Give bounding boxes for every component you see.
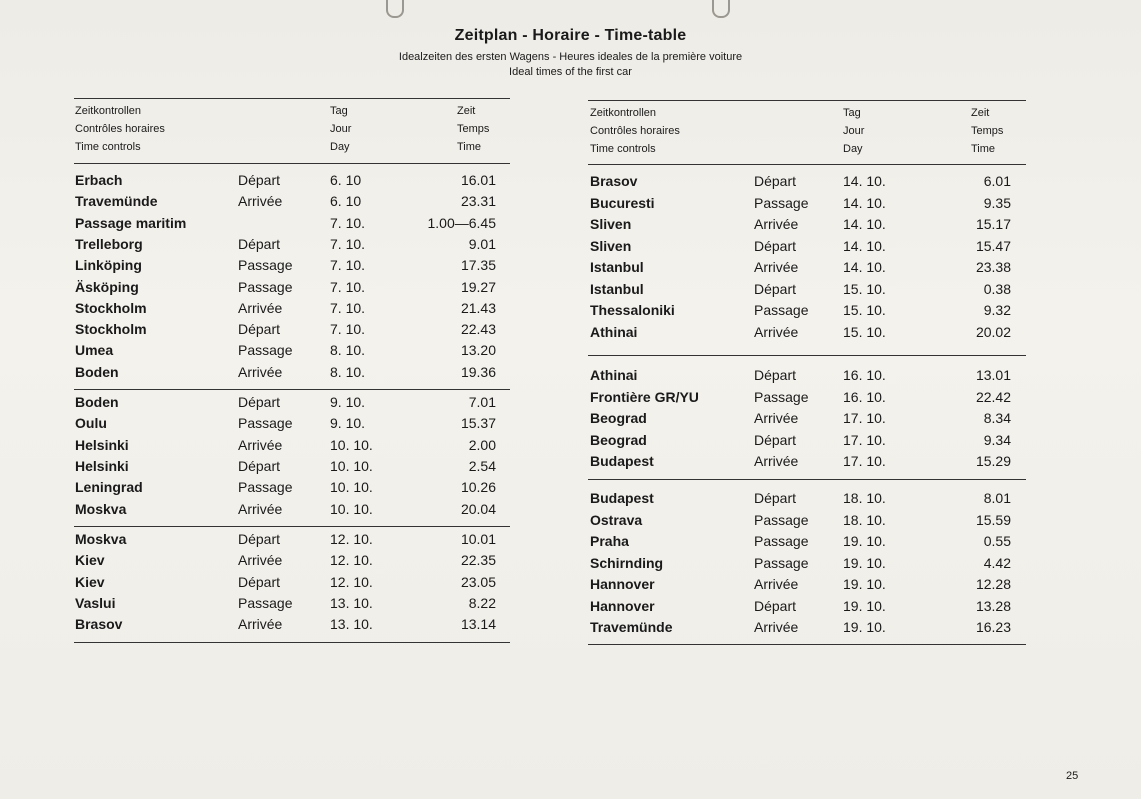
place-name: Vaslui xyxy=(75,594,116,611)
place-name: Oulu xyxy=(75,415,107,432)
table-row xyxy=(588,617,1026,638)
column-header-control: Contrôles horaires xyxy=(75,123,165,135)
time-value: 15.47 xyxy=(975,237,1011,254)
control-type: Arrivée xyxy=(238,500,283,517)
time-value: 13.01 xyxy=(975,367,1011,383)
day-value: 18. 10. xyxy=(843,490,886,506)
place-name: Beograd xyxy=(590,431,647,448)
time-value: 15.59 xyxy=(975,511,1011,528)
time-value: 16.23 xyxy=(975,619,1011,635)
control-type: Passage xyxy=(754,194,809,211)
table-row xyxy=(588,408,1026,429)
place-name: Kiev xyxy=(75,573,105,590)
page-number: 25 xyxy=(1066,770,1079,782)
place-name: Beograd xyxy=(590,410,647,426)
day-value: 16. 10. xyxy=(843,388,886,405)
place-name: Istanbul xyxy=(590,259,644,275)
column-header-control: Time controls xyxy=(590,143,656,155)
control-type: Arrivée xyxy=(238,363,283,380)
control-type: Passage xyxy=(754,533,809,549)
day-value: 6. 10 xyxy=(330,193,362,210)
time-value: 1.00—6.45 xyxy=(427,214,496,231)
time-value: 8.22 xyxy=(468,594,496,611)
time-value: 15.37 xyxy=(460,415,496,432)
table-row xyxy=(74,191,510,212)
time-value: 9.35 xyxy=(983,194,1011,211)
day-value: 14. 10. xyxy=(843,259,886,275)
time-value: 15.17 xyxy=(975,216,1011,232)
control-type: Départ xyxy=(238,235,281,252)
day-value: 14. 10. xyxy=(843,173,886,189)
place-name: Erbach xyxy=(75,172,123,188)
day-value: 9. 10. xyxy=(330,415,366,432)
place-name: Boden xyxy=(75,363,119,380)
control-type: Passage xyxy=(238,479,293,496)
place-name: Travemünde xyxy=(75,193,158,210)
day-value: 7. 10. xyxy=(330,214,366,231)
time-value: 9.34 xyxy=(983,431,1011,448)
place-name: Hannover xyxy=(590,597,655,614)
day-value: 19. 10. xyxy=(843,533,886,549)
place-name: Linköping xyxy=(75,257,142,274)
column-header-control: Zeitkontrollen xyxy=(75,105,142,117)
time-value: 6.01 xyxy=(983,173,1011,189)
place-name: Schirnding xyxy=(590,554,664,571)
control-type: Passage xyxy=(754,388,809,405)
control-type: Départ xyxy=(238,457,281,474)
table-row xyxy=(588,596,1026,617)
table-row xyxy=(74,170,510,191)
day-value: 14. 10. xyxy=(843,237,886,254)
page-title: Zeitplan - Horaire - Time-table xyxy=(454,27,687,44)
control-type: Départ xyxy=(238,531,281,547)
time-value: 10.26 xyxy=(460,479,496,496)
place-name: Moskva xyxy=(75,500,127,517)
day-value: 19. 10. xyxy=(843,597,886,614)
time-value: 9.32 xyxy=(983,302,1011,318)
control-type: Départ xyxy=(238,394,281,410)
place-name: Umea xyxy=(75,342,114,359)
time-value: 16.01 xyxy=(460,172,496,188)
group-divider xyxy=(588,644,1026,645)
control-type: Passage xyxy=(238,594,293,611)
table-row xyxy=(588,531,1026,552)
time-value: 0.55 xyxy=(983,533,1011,549)
table-top-rule xyxy=(74,98,510,99)
time-value: 15.29 xyxy=(975,453,1011,469)
control-type: Passage xyxy=(238,257,293,274)
time-value: 2.00 xyxy=(468,436,496,453)
control-type: Passage xyxy=(238,278,293,295)
table-row xyxy=(74,234,510,255)
place-name: Istanbul xyxy=(590,280,644,297)
control-type: Arrivée xyxy=(754,576,799,592)
time-value: 17.35 xyxy=(460,257,496,274)
place-name: Brasov xyxy=(590,173,638,189)
table-row xyxy=(588,488,1026,509)
place-name: Brasov xyxy=(75,616,123,633)
control-type: Départ xyxy=(238,172,281,188)
table-row xyxy=(74,277,510,298)
control-type: Arrivée xyxy=(754,259,799,275)
table-row xyxy=(588,236,1026,257)
table-row xyxy=(588,553,1026,574)
table-row xyxy=(588,510,1026,531)
control-type: Arrivée xyxy=(238,436,283,453)
time-value: 21.43 xyxy=(460,299,496,316)
control-type: Arrivée xyxy=(754,216,799,232)
column-header-day: Day xyxy=(330,141,350,153)
table-top-rule xyxy=(588,100,1026,101)
column-header-control: Zeitkontrollen xyxy=(590,107,657,119)
table-row xyxy=(74,456,510,477)
place-name: Hannover xyxy=(590,576,655,592)
place-name: Athinai xyxy=(590,367,638,383)
day-value: 12. 10. xyxy=(330,552,373,569)
time-value: 10.01 xyxy=(460,531,496,547)
column-header-time: Zeit xyxy=(457,105,476,117)
control-type: Passage xyxy=(238,415,293,432)
table-row xyxy=(588,322,1026,343)
place-name: Thessaloniki xyxy=(590,302,675,318)
table-row xyxy=(74,362,510,383)
place-name: Moskva xyxy=(75,531,127,547)
control-type: Départ xyxy=(754,367,797,383)
time-value: 8.01 xyxy=(983,490,1011,506)
table-row xyxy=(74,550,510,571)
control-type: Départ xyxy=(754,431,797,448)
column-header-time: Time xyxy=(457,141,482,153)
time-value: 19.36 xyxy=(460,363,496,380)
group-divider xyxy=(588,479,1026,480)
control-type: Départ xyxy=(238,573,281,590)
control-type: Départ xyxy=(754,597,797,614)
column-header-control: Contrôles horaires xyxy=(590,125,680,137)
column-header-time: Time xyxy=(971,143,996,155)
time-value: 23.31 xyxy=(460,193,496,210)
group-divider xyxy=(74,389,510,390)
control-type: Arrivée xyxy=(754,453,799,469)
control-type: Arrivée xyxy=(238,552,283,569)
day-value: 8. 10. xyxy=(330,363,366,380)
place-name: Travemünde xyxy=(590,619,673,635)
time-value: 12.28 xyxy=(975,576,1011,592)
table-row xyxy=(74,413,510,434)
time-value: 8.34 xyxy=(983,410,1011,426)
time-value: 23.38 xyxy=(975,259,1011,275)
day-value: 15. 10. xyxy=(843,280,886,297)
control-type: Départ xyxy=(754,173,797,189)
place-name: Kiev xyxy=(75,552,105,569)
control-type: Arrivée xyxy=(754,410,799,426)
time-value: 4.42 xyxy=(983,554,1011,571)
day-value: 19. 10. xyxy=(843,554,886,571)
place-name: Leningrad xyxy=(75,479,143,496)
place-name: Trelleborg xyxy=(75,235,143,252)
place-name: Äsköping xyxy=(75,278,139,295)
table-row xyxy=(74,572,510,593)
column-header-day: Day xyxy=(843,143,863,155)
table-row xyxy=(588,387,1026,408)
place-name: Boden xyxy=(75,394,119,410)
day-value: 15. 10. xyxy=(843,323,886,340)
place-name: Athinai xyxy=(590,323,638,340)
group-divider xyxy=(74,526,510,527)
table-row xyxy=(588,574,1026,595)
table-row xyxy=(588,193,1026,214)
table-row xyxy=(74,593,510,614)
day-value: 7. 10. xyxy=(330,278,366,295)
control-type: Passage xyxy=(754,302,809,318)
time-value: 9.01 xyxy=(468,235,496,252)
table-row xyxy=(74,340,510,361)
place-name: Stockholm xyxy=(75,299,147,316)
table-row xyxy=(588,365,1026,386)
control-type: Arrivée xyxy=(238,193,283,210)
binder-ring-icon xyxy=(386,0,404,18)
day-value: 7. 10. xyxy=(330,257,366,274)
day-value: 13. 10. xyxy=(330,594,373,611)
time-value: 22.35 xyxy=(460,552,496,569)
table-row xyxy=(588,451,1026,472)
time-value: 22.43 xyxy=(460,321,496,338)
column-header-day: Tag xyxy=(330,105,348,117)
place-name: Praha xyxy=(590,533,629,549)
day-value: 8. 10. xyxy=(330,342,366,359)
day-value: 6. 10 xyxy=(330,172,362,188)
time-value: 13.14 xyxy=(460,616,496,633)
place-name: Helsinki xyxy=(75,457,129,474)
day-value: 17. 10. xyxy=(843,431,886,448)
page-subtitle-english: Ideal times of the first car xyxy=(509,66,632,78)
header-rule xyxy=(74,163,510,164)
time-value: 20.02 xyxy=(975,323,1011,340)
column-header-day: Jour xyxy=(843,125,865,137)
day-value: 7. 10. xyxy=(330,321,366,338)
time-value: 0.38 xyxy=(983,280,1011,297)
day-value: 14. 10. xyxy=(843,194,886,211)
table-row xyxy=(74,477,510,498)
day-value: 12. 10. xyxy=(330,573,373,590)
control-type: Départ xyxy=(754,490,797,506)
day-value: 7. 10. xyxy=(330,299,366,316)
table-row xyxy=(588,300,1026,321)
page-subtitle: Idealzeiten des ersten Wagens - Heures ideales de la première voiture xyxy=(398,51,743,63)
place-name: Sliven xyxy=(590,216,632,232)
place-name: Sliven xyxy=(590,237,632,254)
day-value: 9. 10. xyxy=(330,394,366,410)
control-type: Départ xyxy=(754,237,797,254)
time-value: 13.20 xyxy=(460,342,496,359)
time-value: 22.42 xyxy=(975,388,1011,405)
place-name: Passage maritim xyxy=(75,214,187,231)
table-row xyxy=(588,257,1026,278)
day-value: 12. 10. xyxy=(330,531,373,547)
table-row xyxy=(74,213,510,234)
group-divider xyxy=(588,355,1026,356)
column-header-time: Zeit xyxy=(971,107,990,119)
table-row xyxy=(588,214,1026,235)
binder-ring-icon xyxy=(712,0,730,18)
column-header-time: Temps xyxy=(457,123,490,135)
control-type: Passage xyxy=(238,342,293,359)
day-value: 13. 10. xyxy=(330,616,373,633)
place-name: Budapest xyxy=(590,453,654,469)
time-value: 7.01 xyxy=(468,394,496,410)
column-header-day: Tag xyxy=(843,107,861,119)
control-type: Arrivée xyxy=(754,323,799,340)
day-value: 15. 10. xyxy=(843,302,886,318)
day-value: 14. 10. xyxy=(843,216,886,232)
day-value: 18. 10. xyxy=(843,511,886,528)
day-value: 10. 10. xyxy=(330,457,373,474)
table-row xyxy=(74,298,510,319)
table-row xyxy=(74,392,510,413)
header-rule xyxy=(588,164,1026,165)
place-name: Bucuresti xyxy=(590,194,655,211)
day-value: 19. 10. xyxy=(843,576,886,592)
place-name: Frontière GR/YU xyxy=(590,388,699,405)
day-value: 10. 10. xyxy=(330,436,373,453)
column-header-day: Jour xyxy=(330,123,352,135)
table-row xyxy=(74,435,510,456)
time-value: 13.28 xyxy=(975,597,1011,614)
table-row xyxy=(74,499,510,520)
day-value: 16. 10. xyxy=(843,367,886,383)
day-value: 10. 10. xyxy=(330,479,373,496)
column-header-control: Time controls xyxy=(75,141,141,153)
control-type: Départ xyxy=(754,280,797,297)
table-row xyxy=(74,319,510,340)
table-row xyxy=(588,171,1026,192)
place-name: Helsinki xyxy=(75,436,129,453)
group-divider xyxy=(74,642,510,643)
table-row xyxy=(588,279,1026,300)
time-value: 19.27 xyxy=(460,278,496,295)
place-name: Stockholm xyxy=(75,321,147,338)
time-value: 23.05 xyxy=(460,573,496,590)
day-value: 19. 10. xyxy=(843,619,886,635)
time-value: 20.04 xyxy=(460,500,496,517)
control-type: Passage xyxy=(754,511,809,528)
table-row xyxy=(74,614,510,635)
table-row xyxy=(74,529,510,550)
table-row xyxy=(588,430,1026,451)
control-type: Départ xyxy=(238,321,281,338)
table-row xyxy=(74,255,510,276)
day-value: 17. 10. xyxy=(843,410,886,426)
place-name: Budapest xyxy=(590,490,654,506)
control-type: Arrivée xyxy=(754,619,799,635)
day-value: 10. 10. xyxy=(330,500,373,517)
day-value: 17. 10. xyxy=(843,453,886,469)
column-header-time: Temps xyxy=(971,125,1004,137)
control-type: Arrivée xyxy=(238,616,283,633)
day-value: 7. 10. xyxy=(330,235,366,252)
control-type: Arrivée xyxy=(238,299,283,316)
place-name: Ostrava xyxy=(590,511,643,528)
time-value: 2.54 xyxy=(468,457,496,474)
control-type: Passage xyxy=(754,554,809,571)
